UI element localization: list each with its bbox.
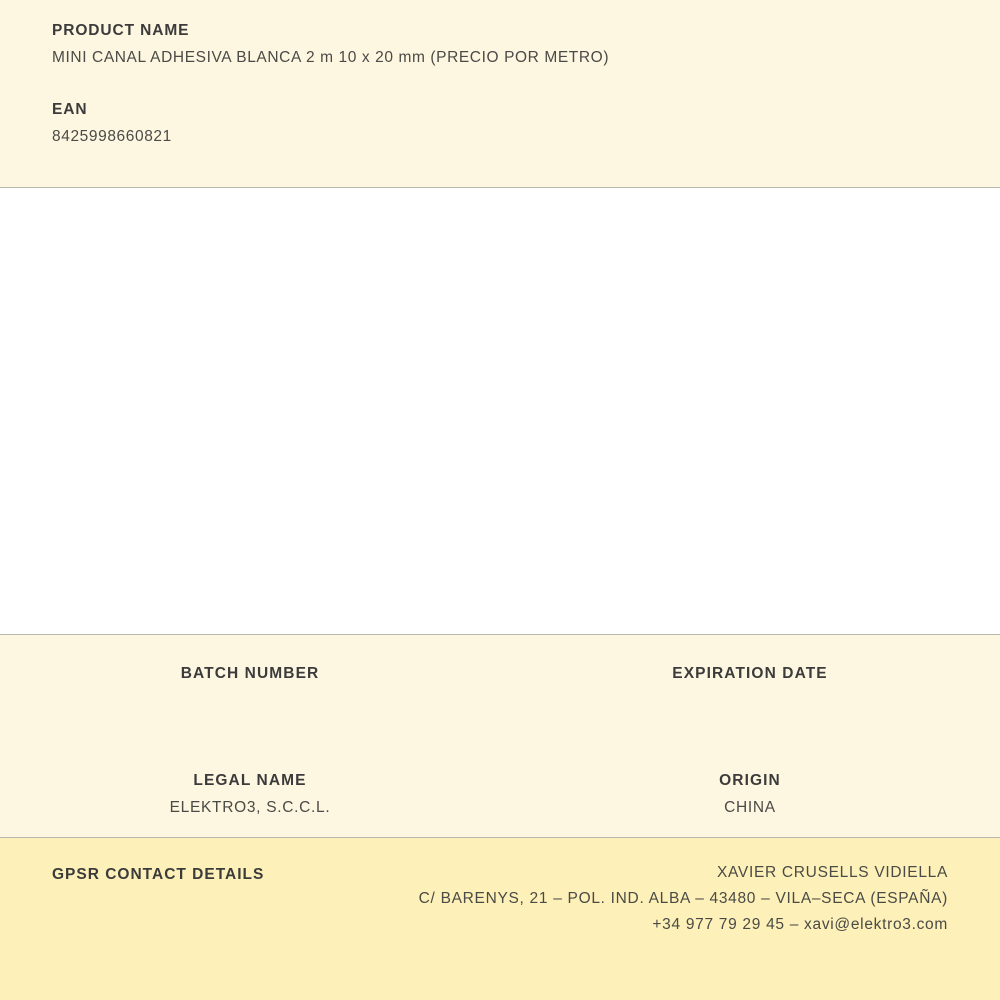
- legal-name-cell: [0, 772, 500, 818]
- info-row-batch-expiration: [0, 665, 1000, 711]
- gpsr-contact-title: GPSR CONTACT DETAILS: [52, 866, 265, 883]
- product-name-value: MINI CANAL ADHESIVA BLANCA 2 m 10 x 20 mm (PRECIO POR METRO): [52, 49, 610, 66]
- origin-label: ORIGIN: [719, 772, 781, 789]
- legal-name-value: ELEKTRO3, S.C.C.L.: [169, 799, 331, 816]
- footer-section: [0, 838, 1000, 1000]
- header-spacer: [52, 67, 948, 101]
- ean-label: EAN: [52, 101, 88, 118]
- info-row-legal-origin: [0, 772, 1000, 818]
- header-section: [0, 0, 1000, 188]
- batch-number-value: [0, 692, 500, 711]
- origin-value: CHINA: [724, 799, 776, 816]
- expiration-date-label: EXPIRATION DATE: [672, 665, 828, 682]
- product-name-label: PRODUCT NAME: [52, 22, 190, 39]
- info-section: [0, 635, 1000, 838]
- batch-number-cell: [0, 665, 500, 711]
- gpsr-contact-details: [419, 864, 948, 934]
- origin-cell: [500, 772, 1000, 818]
- legal-name-label: LEGAL NAME: [193, 772, 307, 789]
- batch-number-label: BATCH NUMBER: [180, 665, 320, 682]
- contact-person: XAVIER CRUSELLS VIDIELLA: [716, 864, 948, 881]
- contact-address: C/ BARENYS, 21 – POL. IND. ALBA – 43480 – VILA–SECA (ESPAÑA): [418, 890, 948, 907]
- contact-phone-email: +34 977 79 29 45 – xavi@elektro3.com: [652, 916, 948, 933]
- product-image-area: [0, 188, 1000, 635]
- expiration-date-value: [500, 692, 1000, 711]
- expiration-date-cell: [500, 665, 1000, 711]
- ean-value: 8425998660821: [52, 128, 172, 145]
